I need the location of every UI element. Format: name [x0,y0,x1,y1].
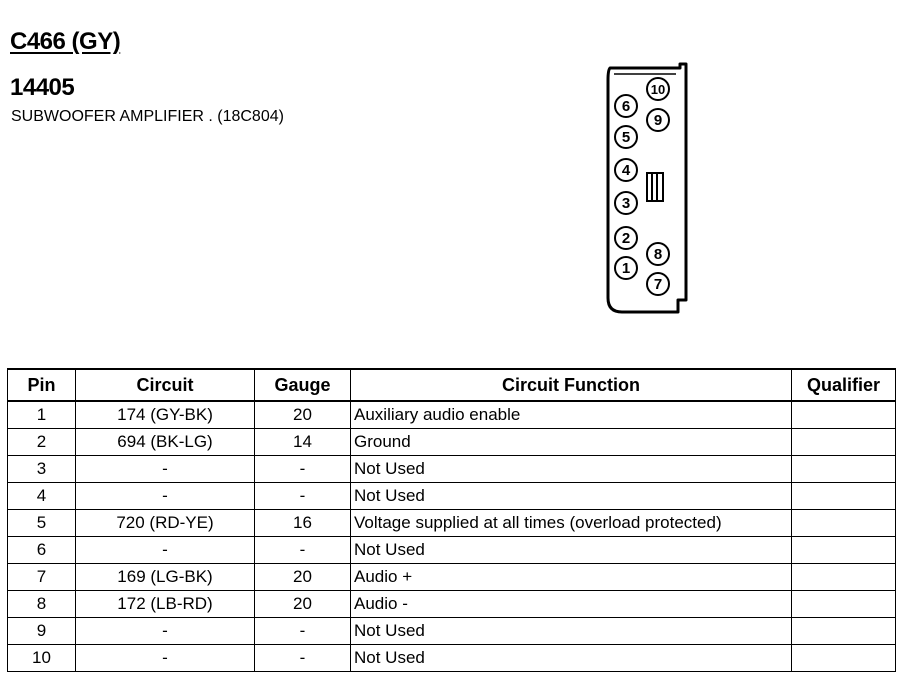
circuit-cell: - [76,456,255,483]
circuit-cell: - [76,537,255,564]
qualifier-cell [792,401,896,429]
connector-pin-9 [647,109,669,131]
pin-cell: 10 [8,645,76,672]
part-number: 14405 [10,74,75,101]
table-row [8,401,896,429]
table-row [8,483,896,510]
connector-pin-label: 2 [621,230,631,247]
gauge-cell: - [255,645,351,672]
qualifier-cell [792,591,896,618]
pin-cell: 6 [8,537,76,564]
table-header-row [8,369,896,401]
qualifier-cell [792,456,896,483]
column-header-qualifier: Qualifier [792,369,896,401]
connector-pin-7 [647,273,669,295]
connector-pin-label: 6 [621,98,631,115]
column-header-circuit-function: Circuit Function [351,369,792,401]
connector-pin-2 [615,227,637,249]
connector-pin-8 [647,243,669,265]
pin-cell: 5 [8,510,76,537]
gauge-cell: 20 [255,401,351,429]
qualifier-cell [792,429,896,456]
qualifier-cell [792,564,896,591]
connector-pin-10 [647,78,669,100]
circuit-function-cell: Not Used [351,456,792,483]
gauge-cell: - [255,483,351,510]
column-header-gauge: Gauge [255,369,351,401]
pin-cell: 4 [8,483,76,510]
circuit-cell: 172 (LB-RD) [76,591,255,618]
circuit-function-cell: Voltage supplied at all times (overload protected) [351,510,792,537]
circuit-cell: - [76,645,255,672]
circuit-cell: 174 (GY-BK) [76,401,255,429]
circuit-function-cell: Not Used [351,483,792,510]
gauge-cell: - [255,537,351,564]
table-row [8,510,896,537]
table-row [8,645,896,672]
circuit-cell: 694 (BK-LG) [76,429,255,456]
connector-pin-5 [615,126,637,148]
circuit-function-cell: Auxiliary audio enable [351,401,792,429]
circuit-function-cell: Not Used [351,645,792,672]
connector-pin-6 [615,95,637,117]
connector-pin-label: 3 [621,195,631,212]
gauge-cell: - [255,618,351,645]
gauge-cell: 14 [255,429,351,456]
pin-cell: 8 [8,591,76,618]
circuit-cell: 169 (LG-BK) [76,564,255,591]
connector-id-title: C466 (GY) [10,28,121,55]
table-row [8,564,896,591]
connector-pin-label: 4 [621,162,631,179]
pin-cell: 9 [8,618,76,645]
circuit-function-cell: Not Used [351,537,792,564]
connector-face-diagram [600,60,700,320]
gauge-cell: 16 [255,510,351,537]
connector-pin-1 [615,257,637,279]
circuit-function-cell: Audio - [351,591,792,618]
gauge-cell: 20 [255,564,351,591]
table-row [8,591,896,618]
gauge-cell: - [255,456,351,483]
table-row [8,618,896,645]
pin-cell: 3 [8,456,76,483]
pin-cell: 2 [8,429,76,456]
component-description: SUBWOOFER AMPLIFIER . (18C804) [11,108,284,125]
table-row [8,456,896,483]
column-header-pin: Pin [8,369,76,401]
qualifier-cell [792,645,896,672]
qualifier-cell [792,510,896,537]
column-header-circuit: Circuit [76,369,255,401]
pin-cell: 1 [8,401,76,429]
connector-pin-label: 8 [653,246,663,263]
connector-pin-label: 10 [650,82,666,97]
circuit-function-cell: Not Used [351,618,792,645]
connector-pin-3 [615,192,637,214]
qualifier-cell [792,537,896,564]
gauge-cell: 20 [255,591,351,618]
table-row [8,429,896,456]
circuit-function-cell: Ground [351,429,792,456]
circuit-cell: - [76,618,255,645]
connector-pin-4 [615,159,637,181]
pin-cell: 7 [8,564,76,591]
pinout-table [7,368,896,672]
circuit-cell: 720 (RD-YE) [76,510,255,537]
connector-pin-label: 5 [621,129,631,146]
connector-pin-label: 1 [621,260,631,277]
connector-pin-label: 7 [653,276,663,293]
circuit-function-cell: Audio + [351,564,792,591]
circuit-cell: - [76,483,255,510]
locking-tab [647,173,663,201]
qualifier-cell [792,483,896,510]
table-row [8,537,896,564]
qualifier-cell [792,618,896,645]
connector-pin-label: 9 [653,112,663,129]
